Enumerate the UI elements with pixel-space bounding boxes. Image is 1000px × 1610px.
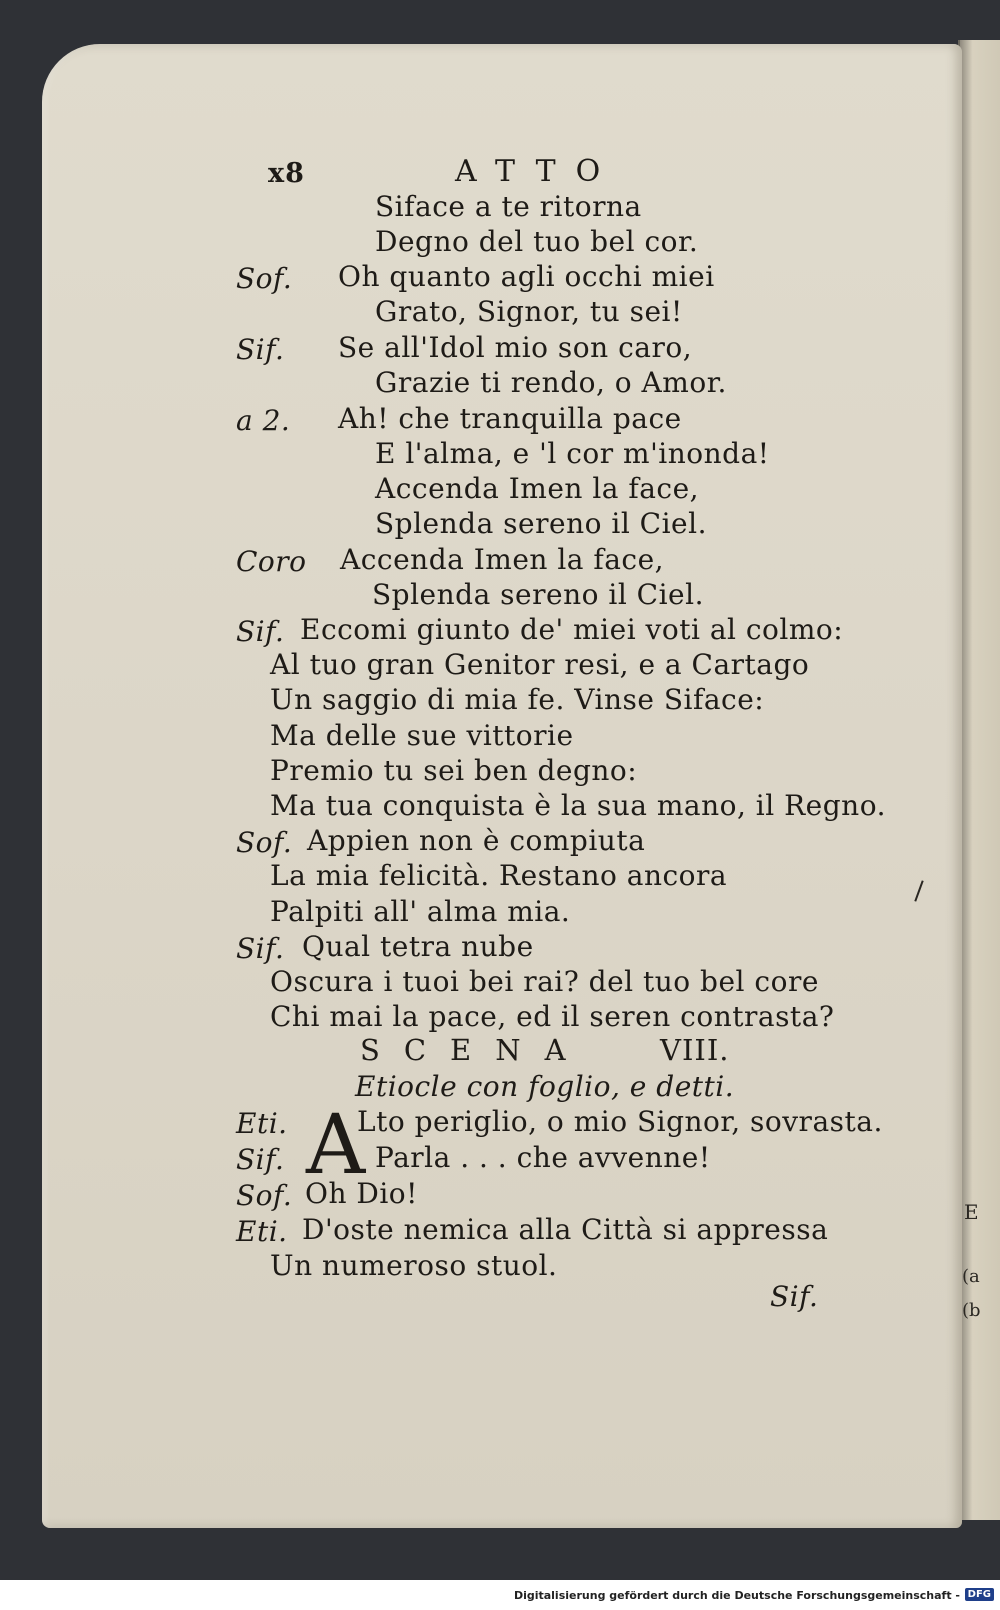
speaker-label: Sof. [236, 826, 293, 859]
text-line: Chi mai la pace, ed il seren contrasta? [270, 1000, 835, 1033]
page-title: ATTO [455, 154, 621, 189]
text-line: Ah! che tranquilla pace [338, 402, 682, 435]
text-line: Degno del tuo bel cor. [375, 225, 699, 258]
next-page-edge [958, 40, 1000, 1520]
text-line: Splenda sereno il Ciel. [375, 507, 707, 540]
text-line: Splenda sereno il Ciel. [372, 578, 704, 611]
text-line: E l'alma, e 'l cor m'inonda! [375, 437, 770, 470]
speaker-label: Sof. [236, 1179, 293, 1212]
text-line: Ma tua conquista è la sua mano, il Regno. [270, 789, 886, 822]
text-line: La mia felicità. Restano ancora [270, 859, 728, 892]
text-line: Al tuo gran Genitor resi, e a Cartago [270, 648, 810, 681]
edge-glyph: (b [962, 1300, 981, 1321]
text-line: Accenda Imen la face, [340, 543, 665, 576]
text-line: Lto periglio, o mio Signor, sovrasta. [357, 1105, 883, 1138]
text-line: Siface a te ritorna [375, 190, 642, 223]
scene-number: VIII. [660, 1033, 730, 1067]
speaker-label: Eti. [236, 1215, 288, 1248]
footer-credit: Digitalisierung gefördert durch die Deutsche Forschungsgemeinschaft - [513, 1589, 960, 1602]
page-number: x8 [268, 158, 305, 189]
text-line: Grato, Signor, tu sei! [375, 295, 683, 328]
edge-glyph: E [964, 1200, 979, 1224]
text-line: Oscura i tuoi bei rai? del tuo bel core [270, 965, 819, 998]
text-line: Appien non è compiuta [307, 824, 646, 857]
text-line: Oh quanto agli occhi miei [338, 260, 715, 293]
dfg-logo: DFG [965, 1588, 994, 1601]
text-line: D'oste nemica alla Città si appressa [302, 1213, 829, 1246]
speaker-label: Sif. [236, 932, 285, 965]
footer-bar [0, 1580, 1000, 1610]
speaker-label: a 2. [236, 404, 291, 437]
text-line: Palpiti all' alma mia. [270, 895, 571, 928]
edge-glyph: (a [962, 1266, 980, 1287]
speaker-label: Sif. [236, 1143, 285, 1176]
text-line: Oh Dio! [305, 1177, 418, 1210]
text-line: Un saggio di mia fe. Vinse Siface: [270, 683, 765, 716]
speaker-label: Eti. [236, 1107, 288, 1140]
stage-direction: Etiocle con foglio, e detti. [355, 1070, 735, 1103]
speaker-label: Sif. [236, 615, 285, 648]
text-line: Un numeroso stuol. [270, 1249, 558, 1282]
speaker-label: Sof. [236, 262, 293, 295]
text-line: Premio tu sei ben degno: [270, 754, 638, 787]
scene-heading: SCENA [360, 1033, 590, 1067]
speaker-label: Sif. [236, 333, 285, 366]
text-line: Grazie ti rendo, o Amor. [375, 366, 727, 399]
text-line: Parla . . . che avvenne! [375, 1141, 711, 1174]
text-line: Eccomi giunto de' miei voti al colmo: [300, 613, 844, 646]
catchword: Sif. [770, 1280, 819, 1313]
text-line: Qual tetra nube [302, 930, 534, 963]
text-line: Ma delle sue vittorie [270, 719, 574, 752]
speaker-label: Coro [236, 545, 307, 578]
text-line: Accenda Imen la face, [375, 472, 700, 505]
drop-cap: A [306, 1098, 366, 1193]
text-line: Se all'Idol mio son caro, [338, 331, 693, 364]
